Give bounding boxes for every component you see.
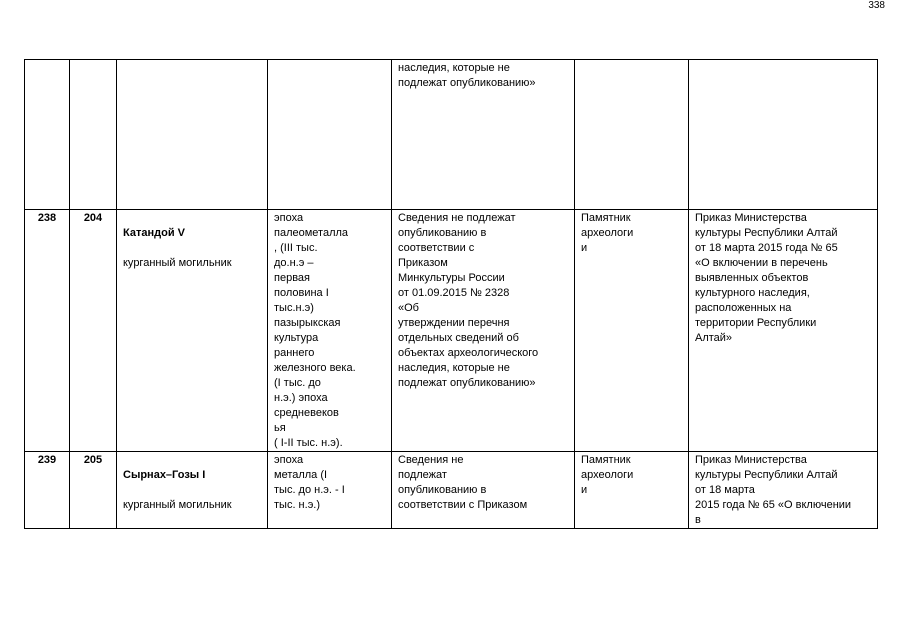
document-cell: Приказ Министерства культуры Республики Алтай от 18 марта 2015 года № 65 «О включении в перечень выявленных объектов культурного наследия, расположенных на территории Республики Алтай» — [689, 210, 878, 452]
table-row — [25, 60, 878, 210]
location-cell: наследия, которые не подлежат опубликованию» — [392, 60, 575, 210]
object-id-cell — [70, 60, 117, 210]
category-cell: Памятник археологи и — [575, 452, 689, 529]
dating-cell — [268, 60, 392, 210]
dating-cell: эпоха металла (I тыс. до н.э. - I тыс. н.э.) — [268, 452, 392, 529]
object-id-cell: 204 — [70, 210, 117, 452]
table-row — [25, 210, 878, 452]
page-number: 338 — [868, 0, 885, 11]
row-number-cell: 239 — [25, 452, 70, 529]
object-name-cell — [117, 60, 268, 210]
dating-cell: эпоха палеометалла , (III тыс. до.н.э – первая половина I тыс.н.э) пазырыкская культура раннего железного века. (I тыс. до н.э.) эпоха средневеков ья ( I-II тыс. н.э). — [268, 210, 392, 452]
object-type: курганный могильник — [123, 257, 232, 269]
object-name: Катандой V — [123, 227, 185, 239]
table-row — [25, 452, 878, 529]
object-type: курганный могильник — [123, 499, 232, 511]
document-cell: Приказ Министерства культуры Республики Алтай от 18 марта 2015 года № 65 «О включении в — [689, 452, 878, 529]
location-cell: Сведения не подлежат опубликованию в соответствии с Приказом — [392, 452, 575, 529]
category-cell — [575, 60, 689, 210]
category-cell: Памятник археологи и — [575, 210, 689, 452]
heritage-registry-table — [24, 59, 878, 529]
object-name: Сырнах–Гозы I — [123, 469, 206, 481]
object-name-cell — [117, 210, 268, 452]
object-name-cell — [117, 452, 268, 529]
row-number-cell: 238 — [25, 210, 70, 452]
document-cell — [689, 60, 878, 210]
location-cell: Сведения не подлежат опубликованию в соответствии с Приказом Минкультуры России от 01.09.2015 № 2328 «Об утверждении перечня отдельных сведений об объектах археологического наследия, которые не подлежат опубликованию» — [392, 210, 575, 452]
row-number-cell — [25, 60, 70, 210]
object-id-cell: 205 — [70, 452, 117, 529]
